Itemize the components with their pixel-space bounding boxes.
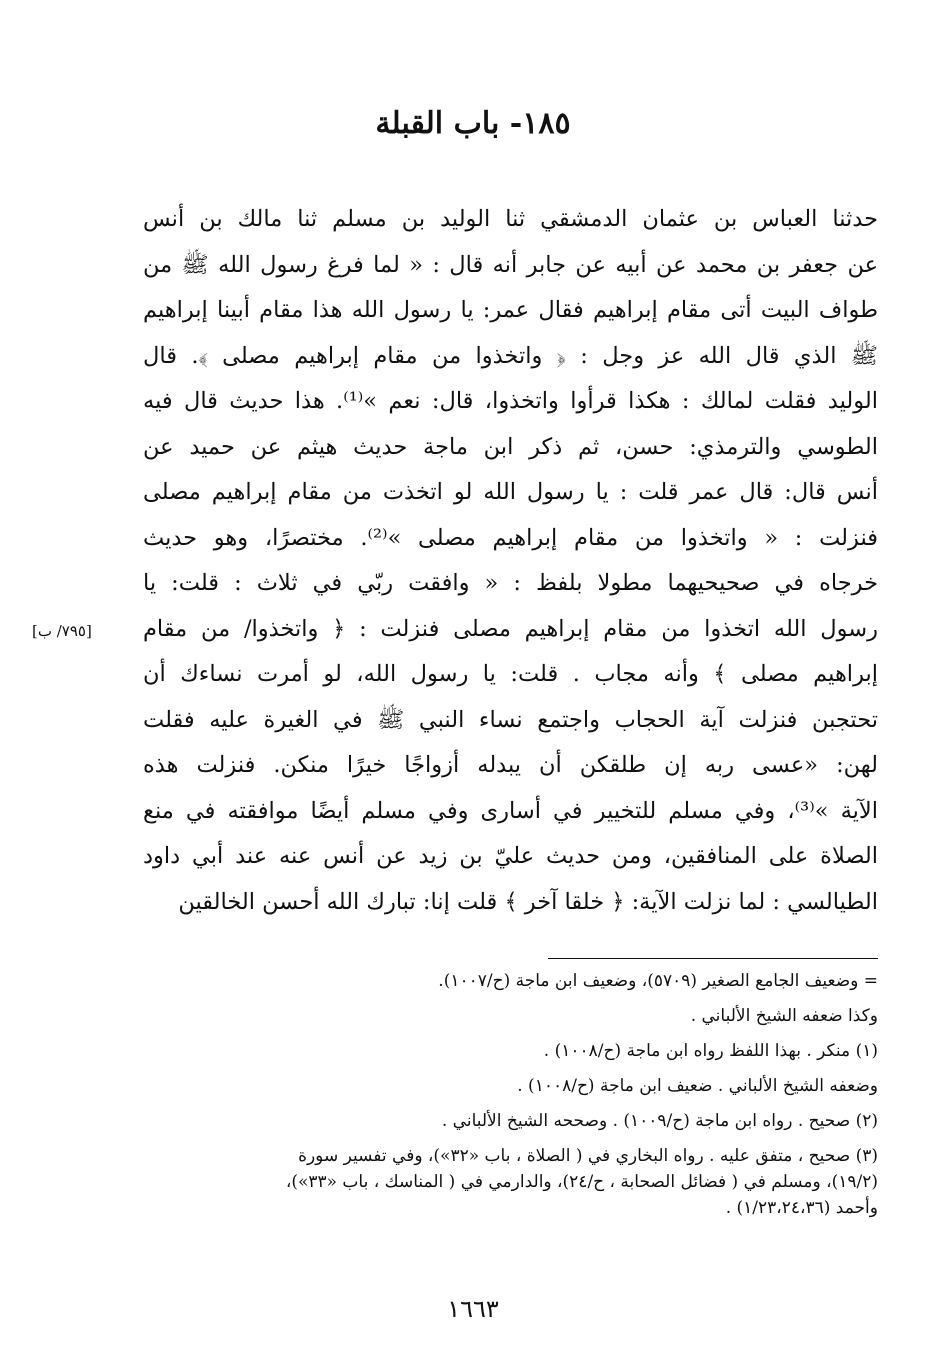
text-line: تحتجبن فنزلت آية الحجاب واجتمع نساء النبي ﷺ في الغيرة عليه فقلت <box>143 706 878 733</box>
text-line: إبراهيم مصلى ﴾ وأنه مجاب . قلت: يا رسول الله، لو أمرت نساءك أن <box>143 661 878 687</box>
text-line: عن جعفر بن محمد عن أبيه عن جابر أنه قال : « لما فرغ رسول الله ﷺ من <box>143 251 878 278</box>
footnote-line: (٣) صحيح ، متفق عليه . رواه البخاري في ( الصلاة ، باب «٣٢»)، وفي تفسير سورة <box>298 1146 878 1166</box>
footnote-line: وكذا ضعفه الشيخ الألباني . <box>690 1006 878 1026</box>
footnote-separator <box>548 958 878 959</box>
text-line: الطوسي والترمذي: حسن، ثم ذكر ابن ماجة حديث هيثم عن حميد عن <box>143 433 878 460</box>
footnote-line: وضعفه الشيخ الألباني . ضعيف ابن ماجة (ح/١٠٠٨) . <box>517 1076 878 1096</box>
manuscript-folio-marker: [٧٩٥/ ب] <box>32 622 92 640</box>
text-line: رسول الله اتخذوا من مقام إبراهيم مصلى فنزلت : ﴿ واتخذوا/ من مقام <box>143 615 878 642</box>
text-line: طواف البيت أتى مقام إبراهيم فقال عمر: يا رسول الله هذا مقام أبينا إبراهيم <box>143 297 878 323</box>
text-line: الوليد فقلت لمالك : هكذا قرأوا واتخذوا، قال: نعم »⁽¹⁾. هذا حديث قال فيه <box>143 388 878 414</box>
text-line: أنس قال: قال عمر قلت : يا رسول الله لو اتخذت من مقام إبراهيم مصلى <box>143 479 878 505</box>
text-line: الآية »⁽³⁾، وفي مسلم للتخيير في أسارى وفي مسلم أيضًا موافقته في منع <box>143 797 878 824</box>
main-text <box>143 197 878 925</box>
footnote-line: (٢) صحيح . رواه ابن ماجة (ح/١٠٠٩) . وصححه الشيخ الألباني . <box>441 1111 878 1131</box>
text-line: الصلاة على المنافقين، ومن حديث عليّ بن زيد عن أنس عنه عند أبي داود <box>143 843 878 869</box>
text-line: فنزلت : « واتخذوا من مقام إبراهيم مصلى »⁽²⁾. مختصرًا، وهو حديث <box>143 524 878 551</box>
text-line: لهن: «عسى ربه إن طلقكن أن يبدله أزواجًا خيرًا منكن. فنزلت هذه <box>143 752 878 778</box>
text-line: حدثنا العباس بن عثمان الدمشقي ثنا الوليد بن مسلم ثنا مالك بن أنس <box>143 206 878 232</box>
text-line: خرجاه في صحيحيهما مطولا بلفظ : « وافقت ربّي في ثلاث : قلت: يا <box>143 570 878 596</box>
text-line: الطيالسي : لما نزلت الآية: ﴿ خلقا آخر ﴾ قلت إنا: تبارك الله أحسن الخالقين <box>178 888 878 915</box>
footnote-line: (١٩/٢)، ومسلم في ( فضائل الصحابة ، ح/٢٤)، والدارمي في ( المناسك ، باب «٣٣»)، <box>285 1172 878 1192</box>
page-number: ١٦٦٣ <box>447 1295 499 1323</box>
footnote-line: (١) منكر . بهذا اللفظ رواه ابن ماجة (ح/١٠٠٨) . <box>543 1041 878 1061</box>
footnote-line: وأحمد (١/٢٣،٢٤،٣٦) . <box>725 1198 878 1218</box>
chapter-title: ١٨٥- باب القبلة <box>375 106 571 141</box>
footnotes <box>143 968 878 1221</box>
text-line: ﷺ الذي قال الله عز وجل : ﴿ واتخذوا من مقام إبراهيم مصلى ﴾. قال <box>143 342 878 369</box>
footnote-line: = وضعيف الجامع الصغير (٥٧٠٩)، وضعيف ابن ماجة (ح/١٠٠٧). <box>438 971 878 991</box>
